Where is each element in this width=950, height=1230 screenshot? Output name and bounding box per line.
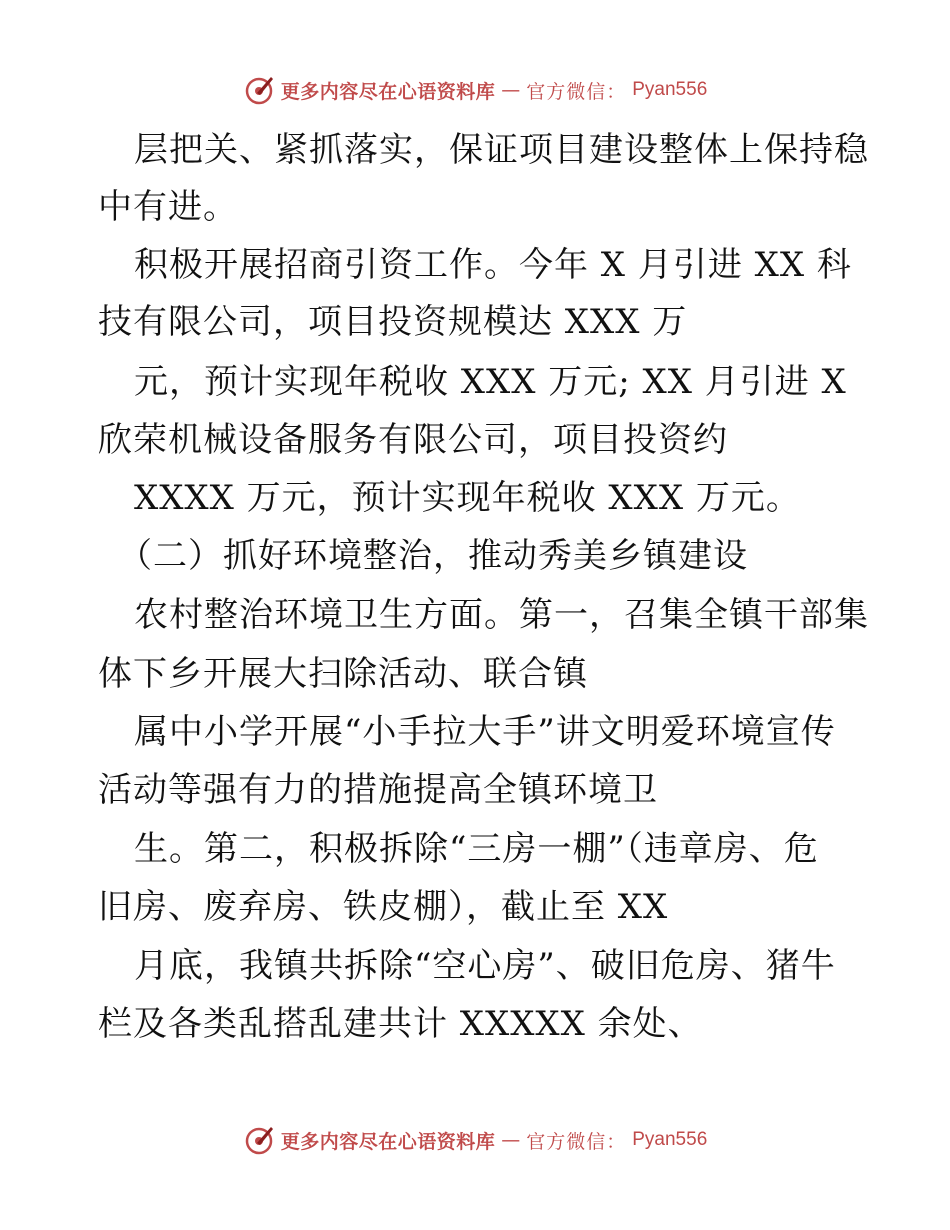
watermark-dash: — [501, 79, 521, 101]
watermark-dash: — [501, 1129, 521, 1151]
body-line: 元，预计实现年税收 XXX 万元; XX 月引进 X [134, 362, 847, 402]
watermark-wechat-label: 官方微信： [526, 1130, 627, 1153]
body-line: 栏及各类乱搭乱建共计 XXXXX 余处、 [98, 1004, 703, 1044]
watermark-wechat-id: Pyan556 [632, 79, 708, 100]
body-line: 层把关、紧抓落实，保证项目建设整体上保持稳 [134, 130, 869, 170]
body-line: 活动等强有力的措施提高全镇环境卫 [98, 770, 658, 810]
footer-watermark [0, 1124, 950, 1156]
body-line: 月底，我镇共拆除“空心房”、破旧危房、猪牛 [134, 946, 836, 986]
body-line: 生。第二，积极拆除“三房一棚”（违章房、危 [134, 829, 819, 869]
body-line: 体下乡开展大扫除活动、联合镇 [98, 654, 588, 694]
quill-logo-icon [243, 74, 275, 106]
body-line: 属中小学开展“小手拉大手”讲文明爱环境宣传 [134, 712, 836, 752]
body-line: 积极开展招商引资工作。今年 X 月引进 XX 科 [134, 245, 852, 285]
body-line: 农村整治环境卫生方面。第一，召集全镇干部集 [134, 595, 869, 635]
watermark-title: 更多内容尽在心语资料库 [280, 1130, 496, 1153]
body-line: 技有限公司，项目投资规模达 XXX 万 [98, 302, 688, 342]
body-line: 旧房、废弃房、铁皮棚），截止至 XX [98, 887, 669, 927]
watermark-wechat-id: Pyan556 [632, 1129, 708, 1150]
watermark-title: 更多内容尽在心语资料库 [280, 80, 496, 103]
body-line: 欣荣机械设备服务有限公司，项目投资约 [98, 420, 728, 460]
watermark-wechat-label: 官方微信： [526, 80, 627, 103]
quill-logo-icon [243, 1124, 275, 1156]
body-line: XXXX 万元，预计实现年税收 XXX 万元。 [134, 478, 801, 518]
body-line: 中有进。 [98, 187, 238, 227]
section-heading: （二）抓好环境整治，推动秀美乡镇建设 [118, 536, 748, 576]
header-watermark [0, 74, 950, 106]
